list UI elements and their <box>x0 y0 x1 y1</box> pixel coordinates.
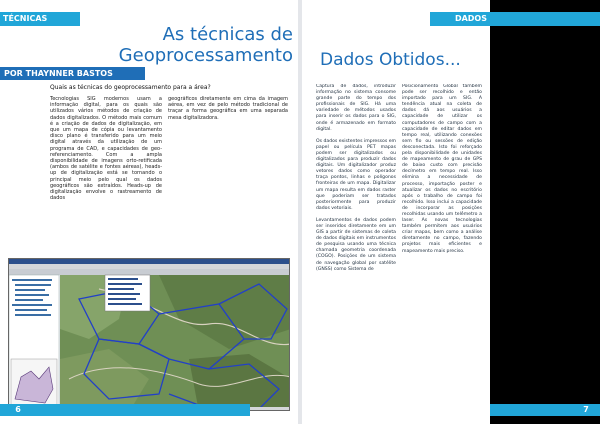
page-number: 6 <box>10 404 26 416</box>
right-page <box>302 0 600 424</box>
band-top-strip <box>490 12 600 26</box>
paragraph: Captura de dados, introduzir informação no sistema consome grande parte do tempo dos profissionais de SIG. Há uma variedade de métodos usados para inserir os dados para o SIG, onde é armazenado em formato digital. <box>316 84 396 132</box>
article-headline: Dados Obtidos... <box>320 50 461 70</box>
article-column-2 <box>168 96 288 144</box>
paragraph: Levantamentos de dados podem ser inseridos diretamente em um GIS a partir de sistemas de coleta de dados digitais em instrumentos de pesquisa usando uma técnica chamada geometria coordenada (COGO). Posições de um sistema de navegação global por satélite (GNSS) como Sistema de <box>316 217 396 272</box>
paragraph: Posicionamento Global também pode ser recolhido e então importado para um SIG. A tendência atual na coleta de dados dá aos usuários a capacidade de utilizar os computadores de campo com a capacidade de editar dados em tempo real, utilizando conexões sem fio ou sessões de edição desconectada. Isto foi reforçado pela disponibilidade de unidades de mapeamento de grau de GPS de baixo custo com precisão decímetro em tempo real. Isso elimina a necessidade de processo, importação poster e atualizar os dados no escritório após o trabalho de campo foi recolhido. Isso inclui a capacidade de incorporar as posições recolhidas usando um telêmetro a laser. As novas tecnologias também permitem aos usuários criar mapas, bem como a análise diretamente no campo, fazendo projetos mais eficientes e mapeamento mais preciso. <box>402 84 482 254</box>
article-column-1 <box>316 84 396 368</box>
column-1-text: Tecnologias SIG modernos usam a informação digital, para os quais são utilizados vários métodos de criação de dados digitalizados. O método mais comum é a criação de dados de digitalização, em que um mapa de cópia ou levantamento disco plano é transferido para um meio digital através da utilização de um programa de CAD, e capacidades de geo-referenciamento. Com a ampla disponibilidade de imagens orto-retificada (ambos de satélite e fontes aéreas), heads-up de digitalização está se tornando o principal meio pelo qual os dados geográficos são extraídos. Heads-up de digitalização envolve o rastreamento de dados <box>50 96 162 202</box>
side-band <box>490 0 600 424</box>
section-tab-dados: DADOS <box>430 12 490 26</box>
article-headline: As técnicas de Geoprocessamento <box>118 24 293 66</box>
section-tab-tecnicas: TÉCNICAS <box>0 12 80 26</box>
page-number: 7 <box>578 404 594 416</box>
column-2-text: geográficos diretamente em cima da imagem aérea, em vez de pelo método tradicional de traçar a forma geográfica em uma separada mesa digitalizadora. <box>168 96 288 121</box>
gis-software-screenshot <box>8 258 290 411</box>
gis-map-illustration <box>9 259 290 411</box>
article-column-1 <box>50 96 162 256</box>
paragraph: Os dados existentes impressos em papel ou película PET mapas podem ser digitalizados ou digitalizados para produzir dados digitais. Um digitalizador produz vetores dados como operador traça pontos, linhas e polígonos fronteiras de um mapa. Digitalizar um mapa resulta em dados raster que poderiam ser tratados posteriormente para produzir dados vetoriais. <box>316 138 396 211</box>
article-column-2 <box>402 84 482 368</box>
left-page <box>0 0 298 424</box>
footer-bar <box>0 404 250 416</box>
author-byline: POR THAYNNER BASTOS <box>0 67 145 80</box>
article-question: Quais as técnicas do geoprocessamento para a área? <box>50 84 211 91</box>
